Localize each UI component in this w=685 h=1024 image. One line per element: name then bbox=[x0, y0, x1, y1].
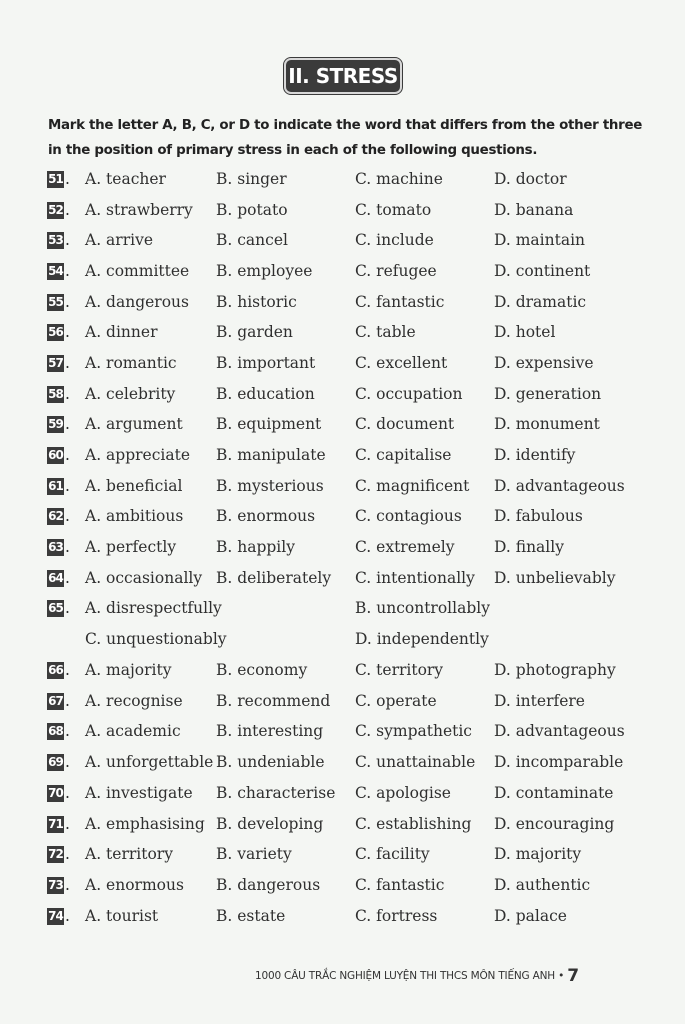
option-a: A. dinner bbox=[85, 323, 158, 341]
question-number: 52 bbox=[48, 203, 63, 217]
option-b: B. undeniable bbox=[216, 753, 325, 771]
option-c: C. tomato bbox=[355, 201, 432, 219]
question-row: 72 . A. territory B. variety C. facility D. majority bbox=[0, 842, 685, 866]
question-number: 63 bbox=[48, 540, 63, 554]
option-d: D. interfere bbox=[494, 692, 585, 710]
option-a: A. committee bbox=[85, 262, 190, 280]
section-title: II. STRESS bbox=[284, 58, 402, 94]
question-number: 61 bbox=[48, 479, 63, 493]
option-d: D. advantageous bbox=[494, 477, 625, 495]
question-number: 69 bbox=[48, 755, 63, 769]
option-b: B. garden bbox=[216, 323, 293, 341]
question-number: 54 bbox=[48, 264, 63, 278]
question-row: 54 . A. committee B. employee C. refugee D. continent bbox=[0, 259, 685, 283]
option-c: C. facility bbox=[355, 845, 430, 863]
option-c: C. table bbox=[355, 323, 416, 341]
question-number: 59 bbox=[48, 417, 63, 431]
option-b: B. characterise bbox=[216, 784, 336, 802]
option-c: C. capitalise bbox=[355, 446, 452, 464]
question-number: 73 bbox=[48, 878, 63, 892]
instruction-text: Mark the letter A, B, C, or D to indicate the word that differs from the other three in the position of primary stress in each of the following questions. bbox=[48, 118, 643, 158]
option-c: C. document bbox=[355, 415, 455, 433]
question-row: 52 . A. strawberry B. potato C. tomato D. banana bbox=[0, 198, 685, 222]
question-number: 68 bbox=[48, 724, 63, 738]
option-b: B. important bbox=[216, 354, 316, 372]
option-b: B. happily bbox=[216, 538, 295, 556]
question-row: 65 . A. disrespectfully B. uncontrollably bbox=[0, 596, 685, 620]
question-number: 60 bbox=[48, 448, 63, 462]
question-number: 66 bbox=[48, 663, 63, 677]
option-b: B. employee bbox=[216, 262, 313, 280]
option-b: B. singer bbox=[216, 170, 287, 188]
question-row: 61 . A. beneficial B. mysterious C. magnificent D. advantageous bbox=[0, 474, 685, 498]
option-d: D. unbelievably bbox=[494, 569, 616, 587]
question-row: 71 . A. emphasising B. developing C. establishing D. encouraging bbox=[0, 812, 685, 836]
question-row-continued bbox=[0, 627, 685, 651]
question-row: 60 . A. appreciate B. manipulate C. capitalise D. identify bbox=[0, 443, 685, 467]
question-row: 63 . A. perfectly B. happily C. extremely D. finally bbox=[0, 535, 685, 559]
option-d: D. palace bbox=[494, 907, 567, 925]
option-c: C. contagious bbox=[355, 507, 462, 525]
option-c: C. occupation bbox=[355, 385, 463, 403]
option-d: D. identify bbox=[494, 446, 576, 464]
question-number: 70 bbox=[48, 786, 63, 800]
option-c: C. operate bbox=[355, 692, 437, 710]
option-a: A. emphasising bbox=[85, 815, 205, 833]
option-b: B. historic bbox=[216, 293, 297, 311]
option-c: C. unquestionably bbox=[85, 630, 227, 648]
option-c: C. apologise bbox=[355, 784, 451, 802]
option-a: A. arrive bbox=[85, 231, 153, 249]
question-number: 67 bbox=[48, 694, 63, 708]
page-footer bbox=[255, 966, 635, 986]
question-row: 62 . A. ambitious B. enormous C. contagious D. fabulous bbox=[0, 504, 685, 528]
question-number: 55 bbox=[48, 295, 63, 309]
option-b: B. uncontrollably bbox=[355, 599, 490, 617]
option-a: A. majority bbox=[85, 661, 172, 679]
question-row: 73 . A. enormous B. dangerous C. fantastic D. authentic bbox=[0, 873, 685, 897]
option-d: D. encouraging bbox=[494, 815, 615, 833]
question-row: 56 . A. dinner B. garden C. table D. hotel bbox=[0, 320, 685, 344]
option-c: C. machine bbox=[355, 170, 443, 188]
option-a: A. dangerous bbox=[85, 293, 189, 311]
question-number: 72 bbox=[48, 847, 63, 861]
option-a: A. strawberry bbox=[85, 201, 193, 219]
option-d: D. independently bbox=[355, 630, 489, 648]
option-a: A. territory bbox=[85, 845, 173, 863]
option-d: D. continent bbox=[494, 262, 591, 280]
option-b: B. mysterious bbox=[216, 477, 324, 495]
option-a: A. occasionally bbox=[85, 569, 203, 587]
question-number: 57 bbox=[48, 356, 63, 370]
option-d: D. contaminate bbox=[494, 784, 614, 802]
question-row: 66 . A. majority B. economy C. territory D. photography bbox=[0, 658, 685, 682]
option-b: B. manipulate bbox=[216, 446, 326, 464]
question-row: 58 . A. celebrity B. education C. occupation D. generation bbox=[0, 382, 685, 406]
option-b: B. deliberately bbox=[216, 569, 332, 587]
option-a: A. unforgettable bbox=[85, 753, 214, 771]
option-c: C. excellent bbox=[355, 354, 448, 372]
question-number: 62 bbox=[48, 509, 63, 523]
question-number: 65 bbox=[48, 601, 63, 615]
option-b: B. enormous bbox=[216, 507, 316, 525]
option-c: C. intentionally bbox=[355, 569, 475, 587]
option-a: A. academic bbox=[85, 722, 181, 740]
option-a: A. perfectly bbox=[85, 538, 177, 556]
question-row: 70 . A. investigate B. characterise C. apologise D. contaminate bbox=[0, 781, 685, 805]
option-c: C. sympathetic bbox=[355, 722, 472, 740]
option-b: B. dangerous bbox=[216, 876, 321, 894]
option-b: B. cancel bbox=[216, 231, 288, 249]
question-row: 57 . A. romantic B. important C. excellent D. expensive bbox=[0, 351, 685, 375]
page-number: 7 bbox=[567, 966, 579, 986]
question-number: 71 bbox=[48, 817, 63, 831]
option-a: A. enormous bbox=[85, 876, 184, 894]
option-d: D. authentic bbox=[494, 876, 591, 894]
option-c: C. refugee bbox=[355, 262, 437, 280]
option-c: C. unattainable bbox=[355, 753, 476, 771]
option-c: C. fantastic bbox=[355, 876, 445, 894]
question-number: 64 bbox=[48, 571, 63, 585]
option-d: D. fabulous bbox=[494, 507, 583, 525]
option-d: D. doctor bbox=[494, 170, 567, 188]
option-a: A. romantic bbox=[85, 354, 177, 372]
option-b: B. education bbox=[216, 385, 315, 403]
question-row: 74 . A. tourist B. estate C. fortress D. palace bbox=[0, 904, 685, 928]
option-a: A. appreciate bbox=[85, 446, 190, 464]
option-b: B. recommend bbox=[216, 692, 331, 710]
question-number: 53 bbox=[48, 233, 63, 247]
option-b: B. interesting bbox=[216, 722, 324, 740]
option-c: C. fortress bbox=[355, 907, 438, 925]
question-row: 55 . A. dangerous B. historic C. fantastic D. dramatic bbox=[0, 290, 685, 314]
option-c: C. magnificent bbox=[355, 477, 470, 495]
book-title: 1000 CÂU TRẮC NGHIỆM LUYỆN THI THCS MÔN TIẾNG ANH bbox=[255, 970, 555, 982]
footer-bullet: • bbox=[558, 970, 565, 982]
option-b: B. developing bbox=[216, 815, 324, 833]
option-c: C. extremely bbox=[355, 538, 455, 556]
option-a: A. ambitious bbox=[85, 507, 184, 525]
question-row: 59 . A. argument B. equipment C. document D. monument bbox=[0, 412, 685, 436]
option-a: A. investigate bbox=[85, 784, 193, 802]
option-c: C. fantastic bbox=[355, 293, 445, 311]
option-b: B. variety bbox=[216, 845, 292, 863]
option-b: B. equipment bbox=[216, 415, 322, 433]
option-d: D. advantageous bbox=[494, 722, 625, 740]
option-a: A. disrespectfully bbox=[85, 599, 222, 617]
option-a: A. teacher bbox=[85, 170, 166, 188]
question-number: 56 bbox=[48, 325, 63, 339]
option-a: A. celebrity bbox=[85, 385, 176, 403]
question-row: 64 . A. occasionally B. deliberately C. intentionally D. unbelievably bbox=[0, 566, 685, 590]
option-d: D. incomparable bbox=[494, 753, 624, 771]
option-d: D. majority bbox=[494, 845, 582, 863]
option-d: D. monument bbox=[494, 415, 600, 433]
question-row: 67 . A. recognise B. recommend C. operate D. interfere bbox=[0, 689, 685, 713]
option-a: A. recognise bbox=[85, 692, 183, 710]
option-d: D. expensive bbox=[494, 354, 594, 372]
option-d: D. photography bbox=[494, 661, 616, 679]
question-row: 53 . A. arrive B. cancel C. include D. maintain bbox=[0, 228, 685, 252]
option-b: B. potato bbox=[216, 201, 288, 219]
option-d: D. banana bbox=[494, 201, 574, 219]
option-d: D. finally bbox=[494, 538, 564, 556]
option-b: B. estate bbox=[216, 907, 286, 925]
option-a: A. tourist bbox=[85, 907, 159, 925]
question-number: 51 bbox=[48, 172, 63, 186]
option-a: A. argument bbox=[85, 415, 183, 433]
option-b: B. economy bbox=[216, 661, 308, 679]
question-row: 68 . A. academic B. interesting C. sympathetic D. advantageous bbox=[0, 719, 685, 743]
option-d: D. maintain bbox=[494, 231, 586, 249]
option-a: A. beneficial bbox=[85, 477, 183, 495]
option-d: D. generation bbox=[494, 385, 602, 403]
question-row: 51 . A. teacher B. singer C. machine D. doctor bbox=[0, 167, 685, 191]
question-number: 58 bbox=[48, 387, 63, 401]
option-d: D. dramatic bbox=[494, 293, 587, 311]
option-d: D. hotel bbox=[494, 323, 556, 341]
option-c: C. territory bbox=[355, 661, 444, 679]
question-number: 74 bbox=[48, 909, 63, 923]
question-row: 69 . A. unforgettable B. undeniable C. unattainable D. incomparable bbox=[0, 750, 685, 774]
option-c: C. include bbox=[355, 231, 434, 249]
option-c: C. establishing bbox=[355, 815, 472, 833]
